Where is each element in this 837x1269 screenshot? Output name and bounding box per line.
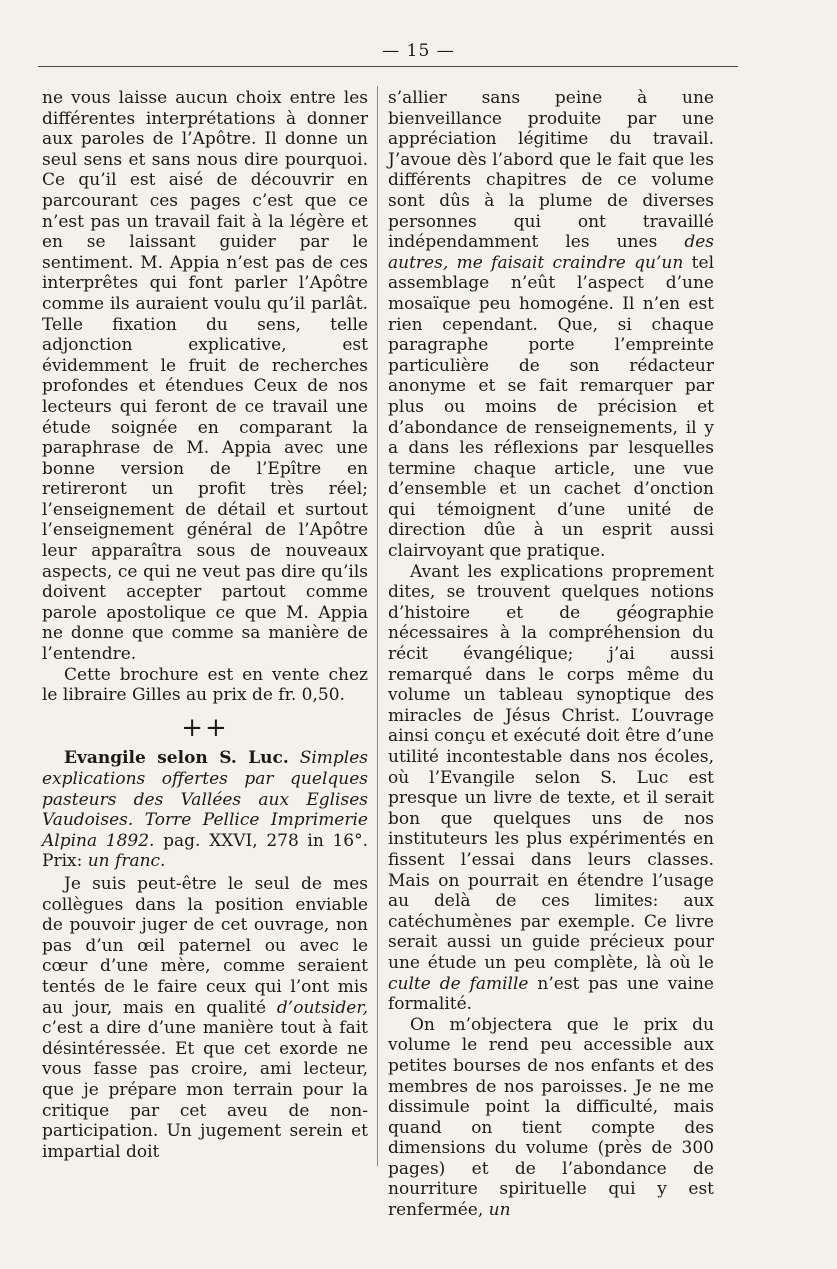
section-separator: ++ [181, 712, 229, 743]
column-divider [377, 86, 378, 1166]
left-paragraph-2: Cette brochure est en vente chez le libraire Gilles au prix de fr. 0,50. [42, 664, 368, 706]
left-paragraph-3 [42, 874, 368, 1162]
right-paragraph-2-part-a: Avant les explications proprement dites, se trouvent quelques notions d’histoire et de géographie nécessaires à la compréhension du récit évangélique; j’ai aussi remarqué dans le corps même du volume un tableau synoptique des miracles de Jésus Christ. L’ouvrage ainsi conçu et exécuté doit être d’une utilité incontestable dans nos écoles, où l’Evangile selon S. Luc est presque un livre de texte, et il serait bon que quelques uns de nos instituteurs les plus expérimentés en fissent l’essai dans leurs classes. Mais on pourrait en étendre l’usage au delà de ces limites: aux catéchumènes par exemple. Ce livre serait aussi un guide précieux pour une étude un peu complète, là où le [388, 561, 714, 973]
right-paragraph-2 [388, 562, 714, 1015]
right-paragraph-1-part-a: s’allier sans peine à une bienveillance produite par une appréciation légitime du travail. J’avoue dès l’abord que le fait que les différents chapitres de ce volume sont dûs à la plume de diverses personnes qui ont travaillé indépendamment les unes [388, 88, 714, 253]
header-rule [38, 66, 738, 67]
right-paragraph-2-italic: culte de famille [388, 973, 529, 994]
right-paragraph-1-part-b: tel assemblage n’eût l’aspect d’une mosaïque peu homogéne. Il n’en est rien cependant. Que, si chaque paragraphe porte l’empreinte particulière de son rédacteur anonyme et se fait remarquer par plus ou moins de précision et d’abondance de renseignements, il y a dans les réflexions par lesquelles termine chaque article, une vue d’ensemble et un cachet d’onction qui témoignent d’une unité de direction dûe à un esprit aussi clairvoyant que pratique. [388, 252, 715, 562]
left-paragraph-3-part-a: Je suis peut-être le seul de mes collègues dans la position enviable de pouvoir juger de cet ouvrage, non pas d’un œil paternel ou avec le cœur d’une mère, comme seraient tentés de le faire ceux qui l’ont mis au jour, mais en qualité [42, 873, 368, 1018]
book-entry-title: Evangile selon S. Luc. [64, 748, 289, 769]
book-entry-price: un franc. [87, 851, 166, 872]
left-paragraph-3-part-b: c’est a dire d’une manière tout à fait désintéressée. Et que cet exorde ne vous fasse pas croire, ami lecteur, que je prépare mon terrain pour la critique par cet aveu de non-participation. Un jugement serein et impartial doit [42, 1018, 368, 1162]
book-entry-description: Simples explications offertes par quelques pasteurs des Vallées aux Eglises Vaudoises. Torre Pellice Imprimerie Alpina 1892. [42, 748, 368, 851]
left-paragraph-3-italic: d’outsider, [276, 997, 368, 1018]
left-paragraph-1: ne vous laisse aucun choix entre les différentes interprétations à donner aux paroles de l’Apôtre. Il donne un seul sens et sans nous dire pourquoi. Ce qu’il est aisé de découvrir en parcourant ces pages c’est que ce n’est pas un travail fait à la légère et en se laissant guider par le sentiment. M. Appia n’est pas de ces interprêtes qui font parler l’Apôtre comme ils auraient voulu qu’il parlât. Telle fixation du sens, telle adjonction explicative, est évidemment le fruit de recherches profondes et étendues Ceux de nos lecteurs qui feront de ce travail une étude soignée en comparant la paraphrase de M. Appia avec une bonne version de l’Epître en retireront un profit très réel; l’enseignement de détail et surtout l’enseignement général de l’Apôtre leur apparaîtra sous de nouveaux aspects, ce qui ne veut pas dire qu’ils doivent accepter partout comme parole apostolique ce que M. Appia ne donne que comme sa manière de l’entendre. [42, 88, 368, 665]
left-column [42, 88, 368, 1162]
page-number: — 15 — [382, 41, 455, 61]
right-column [388, 88, 714, 1221]
right-paragraph-3-text: On m’objectera que le prix du volume le rend peu accessible aux petites bourses de nos enfants et des membres de nos paroisses. Je ne me dissimule point la difficulté, mais quand on tient compte des dimensions du volume (près de 300 pages) et de l’abondance de nourriture spirituelle qui y est renfermée, [388, 1014, 714, 1221]
book-entry-pages: pag. XXVI, 278 in 16°. Prix: [42, 830, 368, 872]
right-paragraph-3-italic: un [488, 1200, 511, 1221]
book-entry [42, 748, 368, 872]
right-paragraph-1 [388, 88, 714, 562]
right-paragraph-3 [388, 1015, 714, 1221]
right-paragraph-2-part-b: n’est pas une vaine formalité. [388, 973, 714, 1015]
right-paragraph-1-italic: des autres, me faisait craindre qu’un [388, 232, 715, 273]
